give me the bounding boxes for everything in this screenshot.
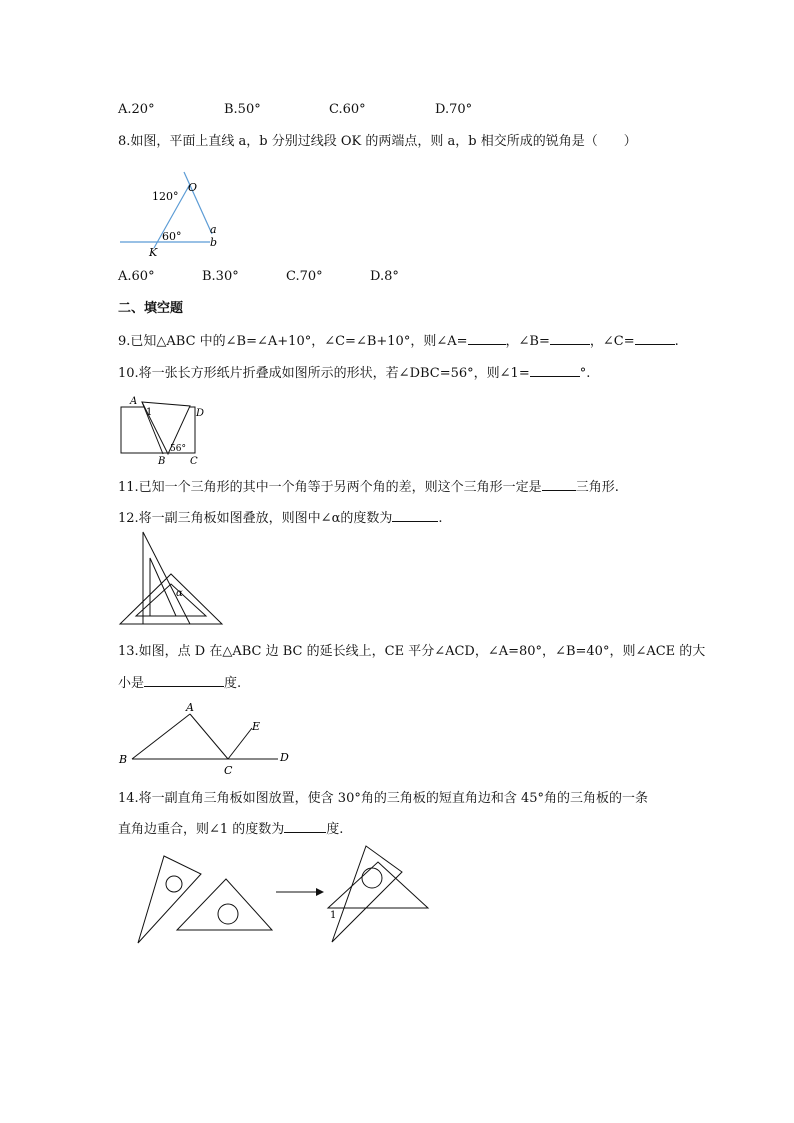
q14-question-line2	[118, 820, 343, 839]
q9-text-4: .	[674, 334, 679, 349]
q14-text-2: 度.	[326, 822, 344, 837]
q8-question: 8.如图，平面上直线 a，b 分别过线段 OK 的两端点，则 a，b 相交所成的锐角是（ ）	[118, 134, 637, 149]
q13-text-2: 度.	[224, 676, 242, 691]
q13-question-line1: 13.如图，点 D 在△ABC 边 BC 的延长线上，CE 平分∠ACD，∠A=80°，∠B=40°，则∠ACE 的大	[118, 644, 706, 659]
q13-blank[interactable]	[144, 674, 224, 687]
q8-choice-c[interactable]: C.70°	[286, 269, 323, 284]
q10-text-2: °.	[579, 366, 591, 381]
q12-question	[118, 509, 443, 528]
q7-choices	[118, 101, 472, 119]
q12-triangle-45-inner	[136, 584, 206, 616]
q9-text-2: ，∠B=	[505, 334, 550, 349]
q8-choices	[118, 268, 399, 286]
q12-blank[interactable]	[392, 509, 438, 522]
q7-choice-d[interactable]: D.70°	[435, 102, 473, 117]
q8-figure	[118, 170, 222, 258]
q13-label-b: B	[119, 753, 128, 766]
q13-text-1: 小是	[118, 676, 145, 691]
q10-label-56: 56°	[170, 444, 186, 454]
q14-figure	[130, 842, 432, 948]
q10-label-a: A	[130, 396, 138, 407]
q12-text-2: .	[438, 511, 443, 526]
q11-text-1: 11.已知一个三角形的其中一个角等于另两个角的差，则这个三角形一定是	[118, 480, 542, 495]
q12-text-1: 12.将一副三角板如图叠放，则图中∠α的度数为	[118, 511, 393, 526]
q9-question	[118, 332, 679, 351]
q14-label-1: 1	[330, 910, 337, 921]
q14-text-1: 直角边重合，则∠1 的度数为	[118, 822, 285, 837]
q14-combined-hole	[362, 868, 382, 888]
q12-label-alpha: α	[176, 588, 183, 599]
q9-blank-b[interactable]	[550, 332, 590, 345]
q13-side-ac	[190, 714, 228, 759]
q10-figure	[118, 394, 210, 466]
q14-question-line1: 14.将一副直角三角板如图放置，使含 30°角的三角板的短直角边和含 45°角的三角板的一条	[118, 791, 649, 806]
q8-label-o: O	[188, 181, 198, 194]
q13-figure	[118, 700, 298, 780]
q8-label-60: 60°	[162, 230, 182, 243]
q12-figure	[118, 530, 226, 626]
q8-label-k: K	[149, 246, 158, 258]
section-title: 二、填空题	[118, 301, 184, 316]
q8-label-a: a	[210, 223, 217, 236]
q14-triangle-45-hole	[218, 904, 238, 924]
q8-choice-a[interactable]: A.60°	[118, 269, 155, 284]
q11-blank[interactable]	[542, 478, 576, 491]
q13-ray-ce	[228, 728, 252, 759]
q9-blank-a[interactable]	[468, 332, 506, 345]
q11-question	[118, 478, 619, 497]
q14-blank[interactable]	[284, 820, 326, 833]
q10-label-b: B	[158, 456, 166, 466]
q13-label-a: A	[186, 701, 194, 714]
q14-triangle-30-hole	[166, 876, 182, 892]
q13-side-ab	[132, 714, 190, 759]
q14-arrow-head	[316, 888, 324, 896]
q10-text-1: 10.将一张长方形纸片折叠成如图所示的形状，若∠DBC=56°，则∠1=	[118, 366, 530, 381]
q12-triangle-30-inner	[150, 558, 176, 616]
q8-label-b: b	[210, 236, 218, 249]
q14-triangle-45-right	[328, 862, 428, 908]
q10-label-d: D	[196, 408, 205, 419]
q13-label-d: D	[280, 751, 289, 764]
q7-choice-c[interactable]: C.60°	[329, 102, 366, 117]
q10-label-c: C	[190, 456, 198, 466]
q7-choice-b[interactable]: B.50°	[224, 102, 261, 117]
q8-label-120: 120°	[152, 190, 179, 203]
q9-text-3: ，∠C=	[589, 334, 635, 349]
q13-label-e: E	[252, 720, 261, 733]
q9-blank-c[interactable]	[635, 332, 675, 345]
q9-text-1: 9.已知△ABC 中的∠B=∠A+10°，∠C=∠B+10°，则∠A=	[118, 334, 468, 349]
q10-question	[118, 364, 590, 383]
q11-text-2: 三角形.	[575, 480, 619, 495]
q8-choice-b[interactable]: B.30°	[202, 269, 239, 284]
q7-choice-a[interactable]: A.20°	[118, 102, 155, 117]
q10-blank[interactable]	[530, 364, 580, 377]
q13-label-c: C	[224, 764, 233, 777]
q10-label-1: 1	[146, 407, 153, 418]
q8-choice-d[interactable]: D.8°	[370, 269, 399, 284]
q13-question-line2	[118, 674, 241, 693]
